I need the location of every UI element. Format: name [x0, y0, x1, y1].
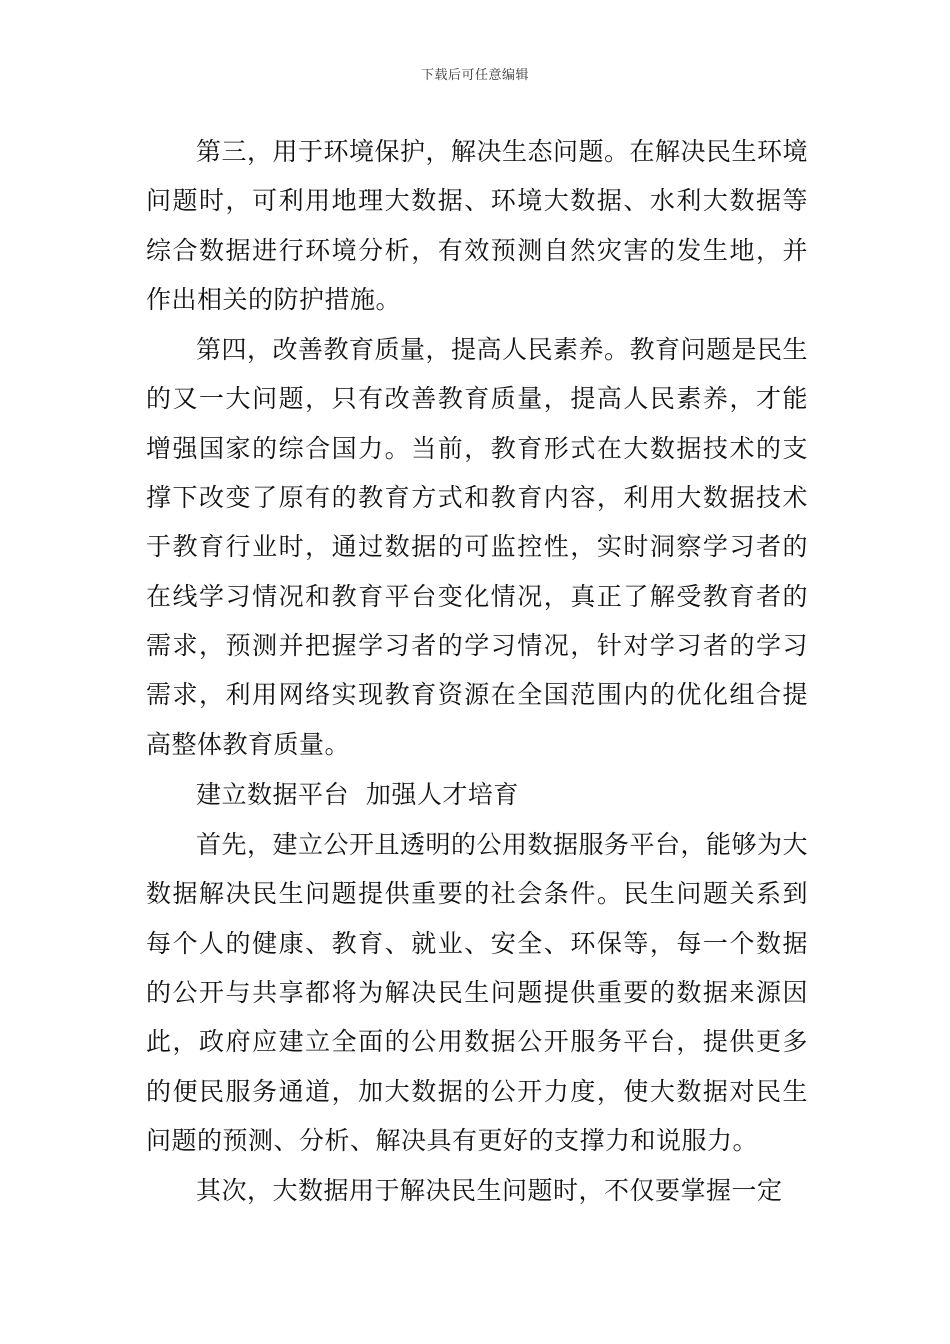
- paragraph-environment: 第三，用于环境保护，解决生态问题。在解决民生环境问题时，可利用地理大数据、环境大数据、水利大数据等综合数据进行环境分析，有效预测自然灾害的发生地，并作出相关的防护措施。: [146, 137, 809, 314]
- page-header-note: 下载后可任意编辑: [420, 68, 529, 83]
- section-heading: 建立数据平台 加强人才培育: [196, 779, 519, 809]
- paragraph-education: 第四，改善教育质量，提高人民素养。教育问题是民生的又一大问题，只有改善教育质量，提高人民素养，才能增强国家的综合国力。当前，教育形式在大数据技术的支撑下改变了原有的教育方式和教育内容，利用大数据技术于教育行业时，通过数据的可监控性，实时洞察学习者的在线学习情况和教育平台变化情况，真正了解受教育者的需求，预测并把握学习者的学习情况，针对学习者的学习需求，利用网络实现教育资源在全国范围内的优化组合提高整体教育质量。: [146, 335, 809, 759]
- paragraph-talent: 其次，大数据用于解决民生问题时，不仅要掌握一定: [196, 1176, 783, 1206]
- document-body: [146, 127, 808, 1217]
- paragraph-data-platform: 首先，建立公开且透明的公用数据服务平台，能够为大数据解决民生问题提供重要的社会条件。民生问题关系到每个人的健康、教育、就业、安全、环保等，每一个数据的公开与共享都将为解决民生问题提供重要的数据来源因此，政府应建立全面的公用数据公开服务平台，提供更多的便民服务通道，加大数据的公开力度，使大数据对民生问题的预测、分析、解决具有更好的支撑力和说服力。: [146, 830, 809, 1155]
